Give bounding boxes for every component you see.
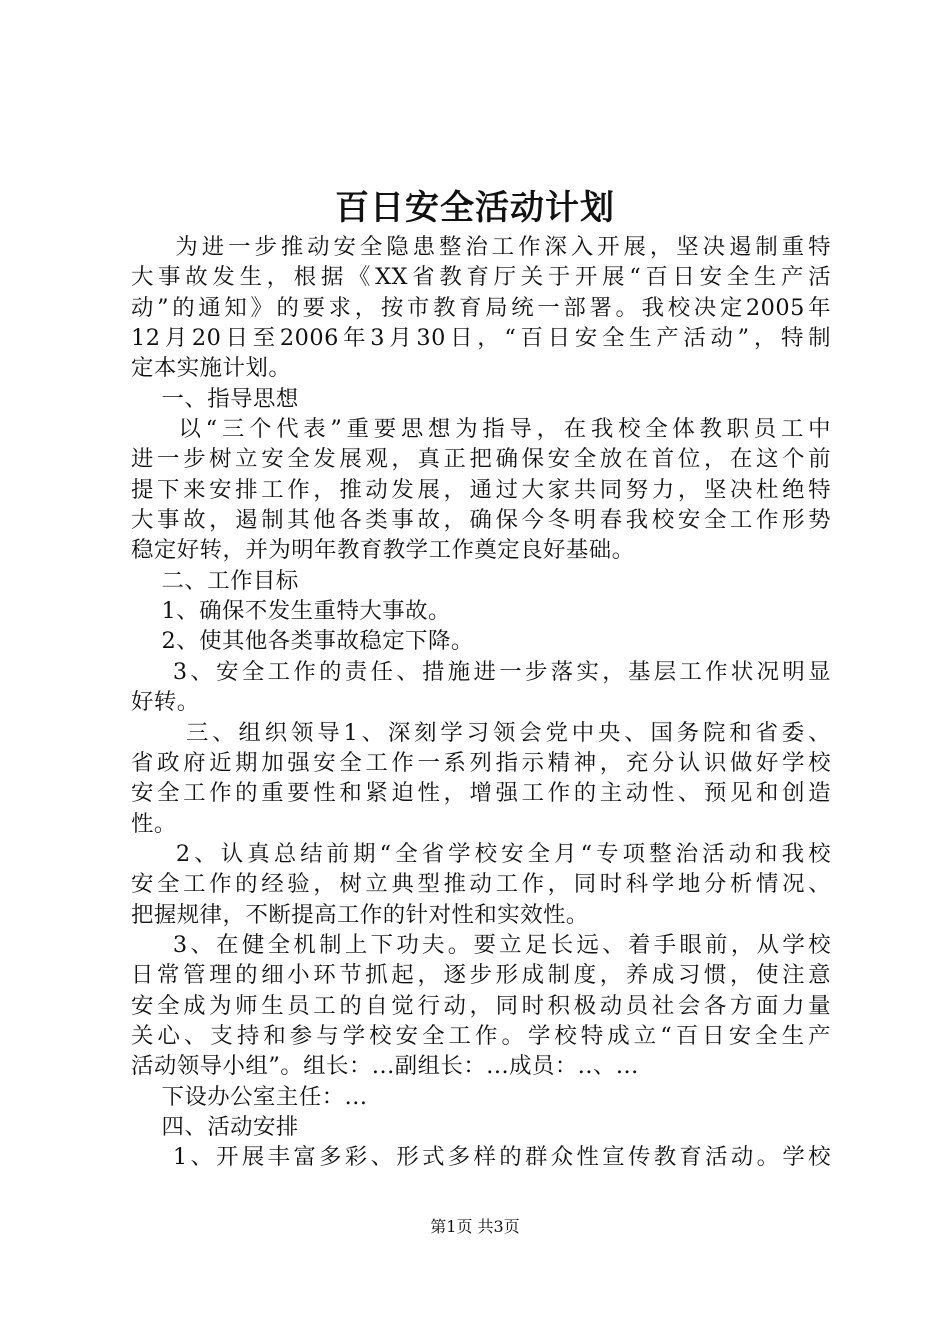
document-line: 以“三个代表”重要思想为指导，在我校全体教职员工中 (131, 416, 831, 443)
document-line: 为进一步推动安全隐患整治工作深入开展，坚决遏制重特 (131, 234, 831, 260)
document-line: 三、组织领导1、深刻学习领会党中央、国务院和省委、 (131, 719, 831, 746)
document-line: 二、工作目标 (131, 567, 299, 594)
document-line: 2、使其他各类事故稳定下降。 (131, 628, 474, 655)
document-line: 省政府近期加强安全工作一系列指示精神，充分认识做好学校 (131, 749, 831, 776)
document-line: 1、开展丰富多彩、形式多样的群众性宣传教育活动。学校 (131, 1144, 831, 1171)
document-line: 1、确保不发生重特大事故。 (131, 598, 451, 625)
document-line: 提下来安排工作，推动发展，通过大家共同努力，坚决杜绝特 (131, 476, 831, 503)
document-line: 下设办公室主任：... (131, 1083, 368, 1110)
document-line: 安全工作的经验，树立典型推动工作，同时科学地分析情况、 (131, 871, 831, 898)
document-line: 把握规律，不断提高工作的针对性和实效性。 (131, 901, 589, 928)
document-line: 关心、支持和参与学校安全工作。学校特成立“百日安全生产 (131, 1022, 831, 1049)
document-title: 百日安全活动计划 (335, 188, 615, 228)
document-line: 活动领导小组”。组长：...副组长：...成员：..、... (131, 1053, 639, 1080)
document-line: 3、安全工作的责任、措施进一步落实，基层工作状况明显 (131, 658, 831, 685)
document-line: 好转。 (131, 689, 200, 716)
document-line: 大事故，遏制其他各类事故，确保今冬明春我校安全工作形势 (131, 507, 831, 534)
document-line: 安全成为师生员工的自觉行动，同时积极动员社会各方面力量 (131, 992, 831, 1019)
document-line: 性。 (131, 810, 177, 837)
document-line: 2、认真总结前期“全省学校安全月“专项整治活动和我校 (131, 840, 831, 867)
document-line: 动”的通知》的要求，按市教育局统一部署。我校决定2005年 (131, 294, 831, 321)
document-line: 大事故发生，根据《XX省教育厅关于开展“百日安全生产活 (131, 264, 831, 291)
page-footer: 第1页 共3页 (430, 1217, 520, 1236)
document-body (131, 232, 831, 1173)
document-line: 12月20日至2006年3月30日，“百日安全生产活动”，特制 (131, 325, 831, 352)
document-line: 3、在健全机制上下功夫。要立足长远、着手眼前，从学校 (131, 931, 831, 958)
document-line: 一、指导思想 (131, 385, 299, 412)
document-line: 定本实施计划。 (131, 355, 292, 382)
document-line: 稳定好转，并为明年教育教学工作奠定良好基础。 (131, 537, 635, 564)
document-line: 四、活动安排 (131, 1113, 299, 1140)
document-line: 安全工作的重要性和紧迫性，增强工作的主动性、预见和创造 (131, 780, 831, 807)
document-line: 日常管理的细小环节抓起，逐步形成制度，养成习惯，使注意 (131, 962, 831, 989)
document-line: 进一步树立安全发展观，真正把确保安全放在首位，在这个前 (131, 446, 831, 473)
